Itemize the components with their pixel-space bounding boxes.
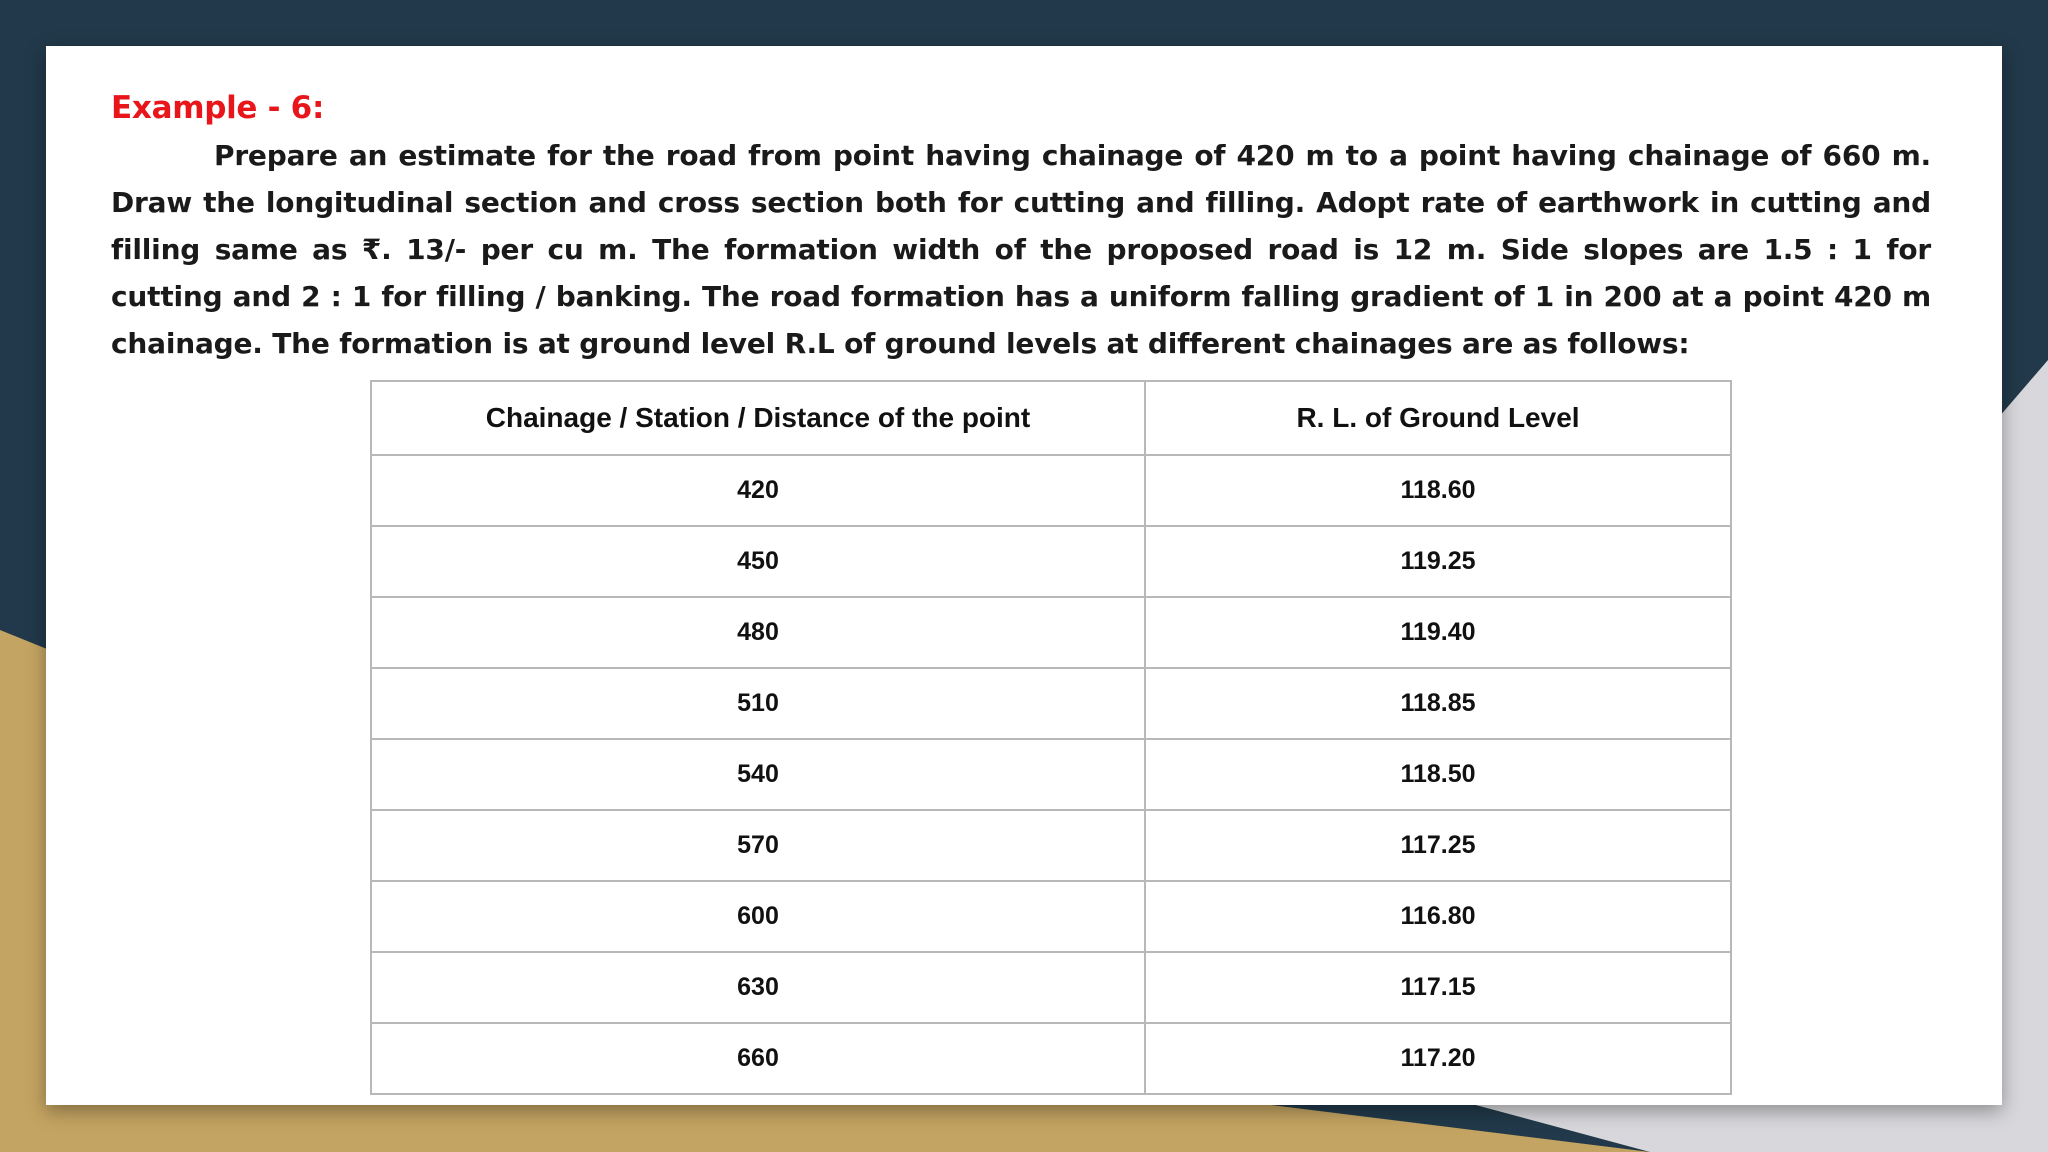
chainage-cell: 540 bbox=[371, 739, 1145, 810]
table-row bbox=[371, 739, 1731, 810]
chainage-cell: 510 bbox=[371, 668, 1145, 739]
ground-level-cell: 117.20 bbox=[1145, 1023, 1731, 1094]
table-row bbox=[371, 668, 1731, 739]
ground-level-cell: 118.85 bbox=[1145, 668, 1731, 739]
table-row bbox=[371, 1023, 1731, 1094]
ground-level-cell: 119.25 bbox=[1145, 526, 1731, 597]
chainage-cell: 420 bbox=[371, 455, 1145, 526]
ground-level-cell: 117.25 bbox=[1145, 810, 1731, 881]
ground-level-cell: 119.40 bbox=[1145, 597, 1731, 668]
ground-level-column-header: R. L. of Ground Level bbox=[1145, 381, 1731, 455]
chainage-cell: 630 bbox=[371, 952, 1145, 1023]
problem-statement: Prepare an estimate for the road from point having chainage of 420 m to a point having chainage of 660 m. Draw the longitudinal section and cross section both for cutting and filling. Adopt rate of earthwork in cutting and filling same as ₹. 13/- per cu m. The formation width of the proposed road is 12 m. Side slopes are 1.5 : 1 for cutting and 2 : 1 for filling / banking. The road formation has a uniform falling gradient of 1 in 200 at a point 420 m chainage. The formation is at ground level R.L of ground levels at different chainages are as follows: bbox=[111, 139, 1931, 360]
chainage-cell: 480 bbox=[371, 597, 1145, 668]
table-row bbox=[371, 597, 1731, 668]
table-row bbox=[371, 810, 1731, 881]
table-row bbox=[371, 881, 1731, 952]
ground-level-table bbox=[370, 380, 1732, 1095]
table-row bbox=[371, 526, 1731, 597]
ground-level-cell: 117.15 bbox=[1145, 952, 1731, 1023]
chainage-cell: 450 bbox=[371, 526, 1145, 597]
table-row bbox=[371, 455, 1731, 526]
table-row bbox=[371, 952, 1731, 1023]
table-header-row bbox=[371, 381, 1731, 455]
example-heading: Example - 6: bbox=[111, 90, 325, 126]
chainage-cell: 660 bbox=[371, 1023, 1145, 1094]
chainage-column-header: Chainage / Station / Distance of the point bbox=[371, 381, 1145, 455]
ground-level-cell: 116.80 bbox=[1145, 881, 1731, 952]
ground-level-cell: 118.60 bbox=[1145, 455, 1731, 526]
slide-card bbox=[46, 46, 2002, 1105]
chainage-cell: 600 bbox=[371, 881, 1145, 952]
ground-level-cell: 118.50 bbox=[1145, 739, 1731, 810]
chainage-cell: 570 bbox=[371, 810, 1145, 881]
